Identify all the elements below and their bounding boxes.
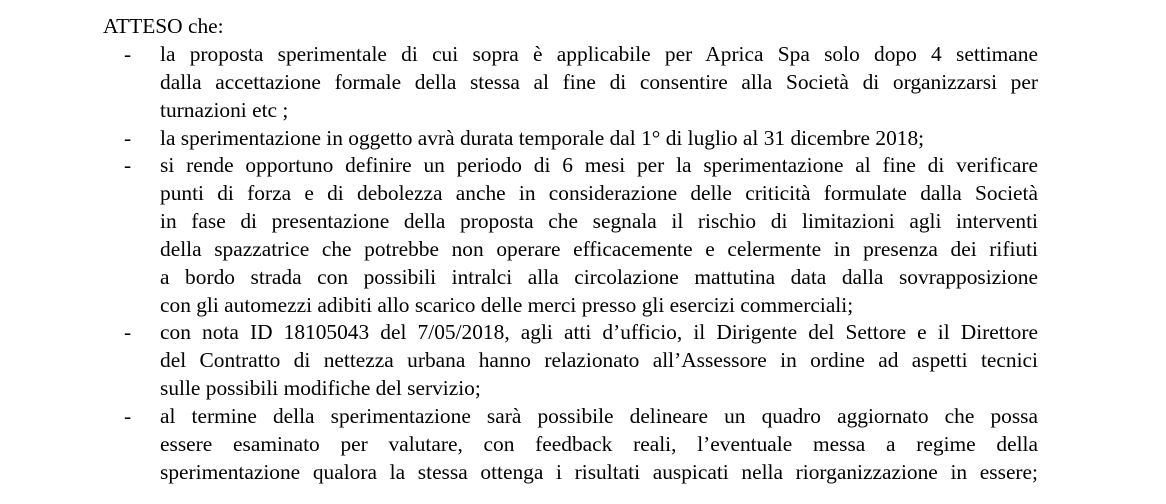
item-line: della spazzatrice che potrebbe non operare efficacemente e celermente in presenza dei rifiuti: [160, 237, 1038, 261]
item-line: la sperimentazione in oggetto avrà durata temporale dal 1° di luglio al 31 dicembre 2018;: [160, 126, 925, 150]
item-line: con nota ID 18105043 del 7/05/2018, agli atti d’ufficio, il Dirigente del Settore e il Direttore: [160, 320, 1038, 344]
bullet-marker: -: [124, 42, 132, 66]
item-line: con gli automezzi adibiti allo scarico delle merci presso gli esercizi commerciali;: [160, 293, 854, 317]
item-line: punti di forza e di debolezza anche in considerazione delle criticità formulate dalla Società: [160, 181, 1038, 205]
item-line: al termine della sperimentazione sarà possibile delineare un quadro aggiornato che possa: [160, 404, 1038, 428]
item-line: la proposta sperimentale di cui sopra è applicabile per Aprica Spa solo dopo 4 settimane: [160, 42, 1038, 66]
item-line: sulle possibili modifiche del servizio;: [160, 376, 481, 400]
item-line: del Contratto di nettezza urbana hanno relazionato all’Assessore in ordine ad aspetti tecnici: [160, 348, 1038, 372]
bullet-marker: -: [124, 153, 132, 177]
item-line: si rende opportuno definire un periodo di 6 mesi per la sperimentazione al fine di verificare: [160, 153, 1038, 177]
item-line: sperimentazione qualora la stessa ottenga i risultati auspicati nella riorganizzazione in essere;: [160, 460, 1038, 484]
bullet-marker: -: [124, 126, 132, 150]
item-line: essere esaminato per valutare, con feedback reali, l’eventuale messa a regime della: [160, 432, 1038, 456]
item-line: turnazioni etc ;: [160, 98, 289, 122]
item-line: a bordo strada con possibili intralci alla circolazione mattutina data dalla sovrapposizione: [160, 265, 1038, 289]
bullet-marker: -: [124, 320, 132, 344]
item-line: dalla accettazione formale della stessa al fine di consentire alla Società di organizzarsi per: [160, 70, 1038, 94]
item-line: in fase di presentazione della proposta che segnala il rischio di limitazioni agli interventi: [160, 209, 1038, 233]
section-heading: ATTESO che:: [103, 14, 224, 38]
bullet-marker: -: [124, 404, 132, 428]
